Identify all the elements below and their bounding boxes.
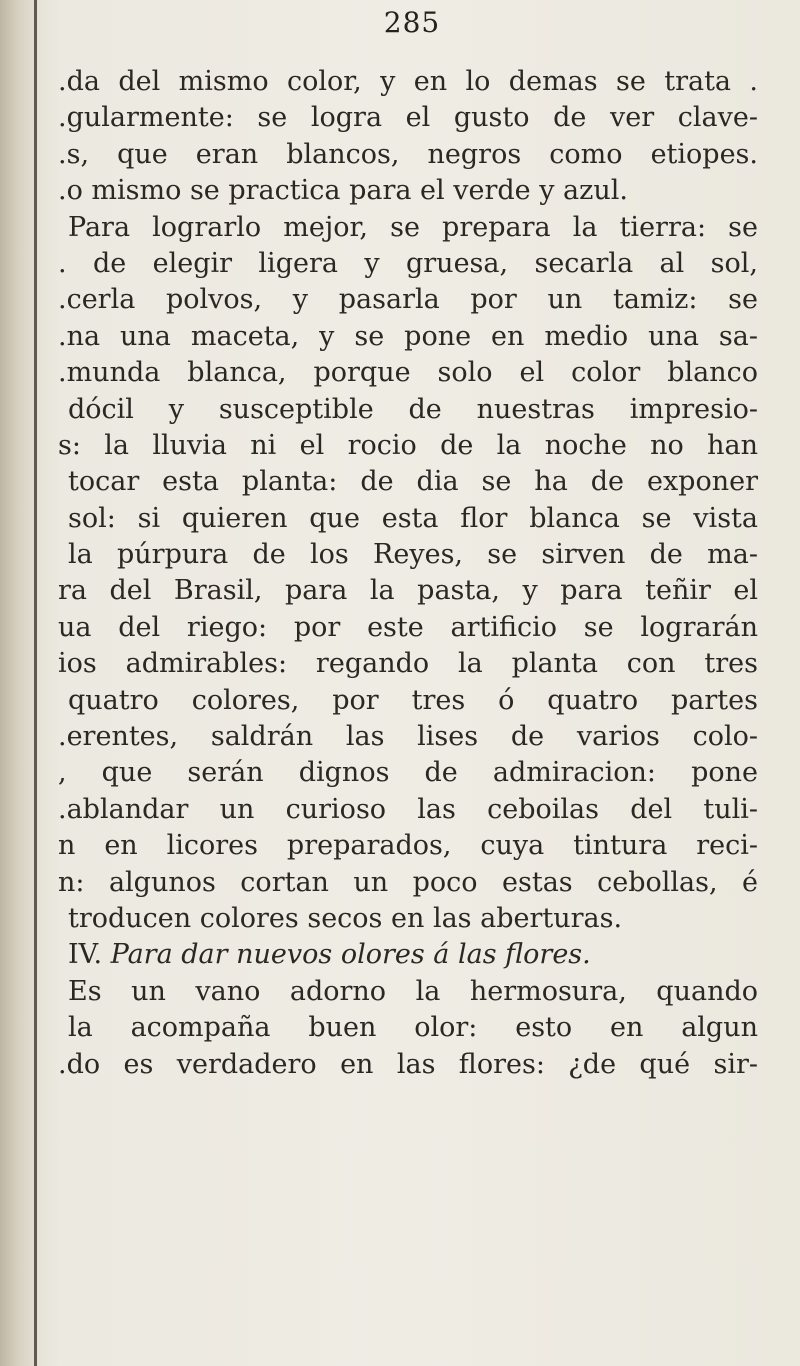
book-binding: [0, 0, 38, 1366]
text-line: n: algunos cortan un poco estas cebollas, é: [58, 866, 758, 898]
text-line: dócil y susceptible de nuestras impresio-: [68, 393, 758, 425]
section-number: IV.: [68, 939, 103, 971]
text-line: ua del riego: por este artificio se lograrán: [58, 611, 758, 643]
text-line: Para lograrlo mejor, se prepara la tierra: se: [68, 211, 758, 243]
text-line: .do es verdadero en las flores: ¿de qué sir-: [58, 1048, 758, 1080]
text-line: .gularmente: se logra el gusto de ver clave-: [58, 102, 758, 134]
text-line: ra del Brasil, para la pasta, y para teñir el: [58, 575, 758, 607]
text-line: .na una maceta, y se pone en medio una sa-: [58, 320, 758, 352]
text-line: tocar esta planta: de dia se ha de exponer: [68, 466, 758, 498]
binding-edge: [34, 0, 37, 1366]
text-line: ios admirables: regando la planta con tres: [58, 648, 758, 680]
text-line: la púrpura de los Reyes, se sirven de ma-: [68, 539, 758, 571]
text-block: [58, 64, 758, 1083]
text-line: n en licores preparados, cuya tintura reci-: [58, 830, 758, 862]
text-line: .cerla polvos, y pasarla por un tamiz: se: [58, 284, 758, 316]
text-line: Es un vano adorno la hermosura, quando: [68, 975, 758, 1007]
page-number: 285: [383, 6, 441, 39]
text-line: quatro colores, por tres ó quatro partes: [68, 684, 758, 716]
section-heading: [58, 937, 758, 973]
text-line: .da del mismo color, y en lo demas se trata .: [58, 66, 758, 97]
section-title: Para dar nuevos olores á las flores.: [110, 939, 591, 971]
text-line: troducen colores secos en las aberturas.: [68, 902, 623, 934]
text-line: la acompaña buen olor: esto en algun: [68, 1012, 758, 1044]
text-line: .erentes, saldrán las lises de varios colo-: [58, 721, 758, 753]
text-line: .munda blanca, porque solo el color blanco: [58, 357, 758, 389]
text-line: .ablandar un curioso las ceboilas del tuli-: [58, 793, 758, 825]
text-line: sol: si quieren que esta flor blanca se vista: [68, 502, 758, 534]
text-line: . de elegir ligera y gruesa, secarla al sol,: [58, 247, 758, 279]
text-line: , que serán dignos de admiracion: pone: [58, 757, 758, 789]
text-line: .o mismo se practica para el verde y azul.: [58, 175, 628, 207]
text-line: .s, que eran blancos, negros como etiopes.: [58, 138, 758, 170]
text-line: s: la lluvia ni el rocio de la noche no han: [58, 429, 758, 461]
